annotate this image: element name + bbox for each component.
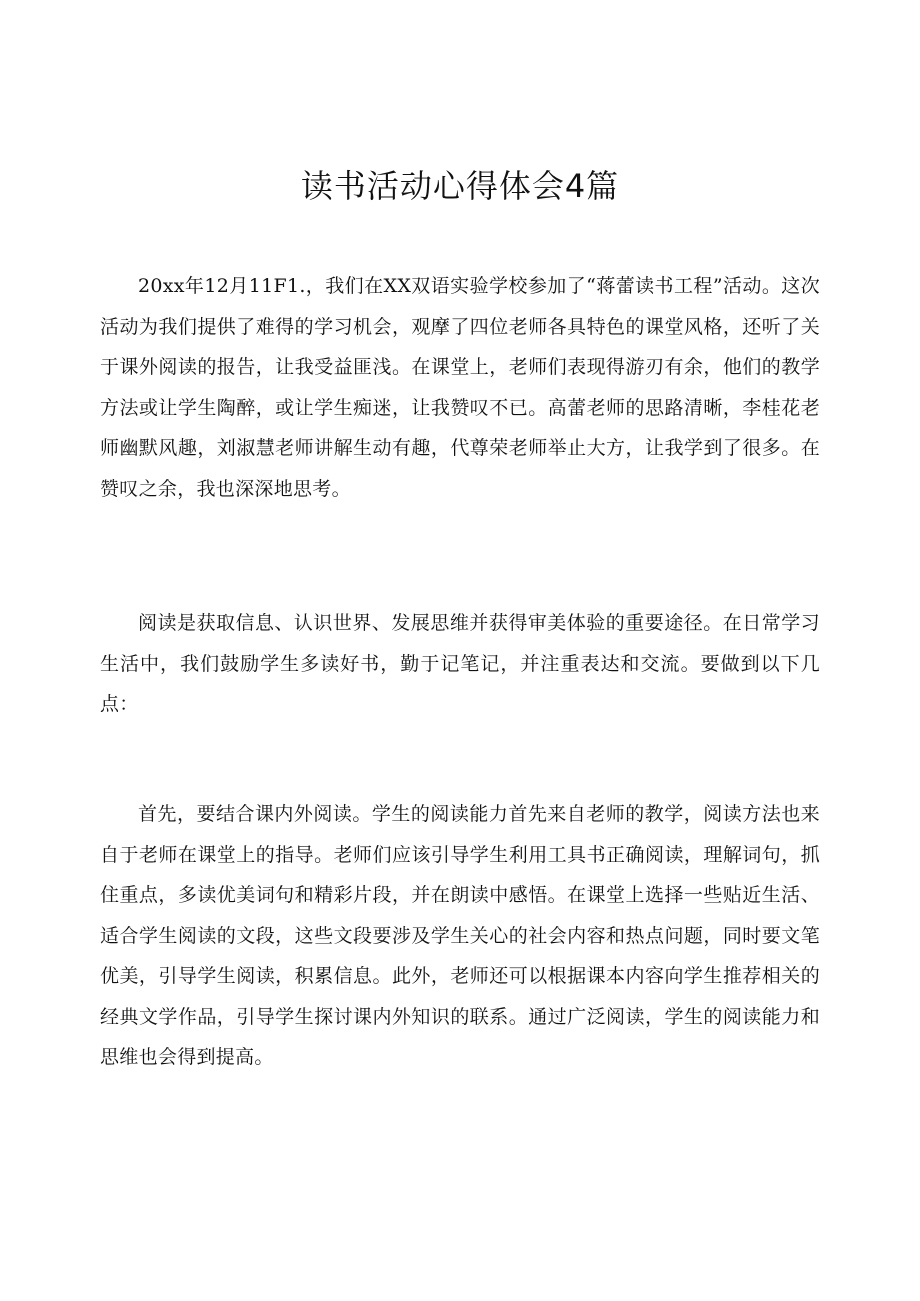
body-paragraph-1: 20xx年12月11F1.，我们在XX双语实验学校参加了“蒋蕾读书工程”活动。这次活动为我们提供了难得的学习机会，观摩了四位老师各具特色的课堂风格，还听了关于课外阅读的报告，让我受益匪浅。在课堂上，老师们表现得游刃有余，他们的教学方法或让学生陶醉，或让学生痴迷，让我赞叹不已。高蕾老师的思路清晰，李桂花老师幽默风趣，刘淑慧老师讲解生动有趣，代尊荣老师举止大方，让我学到了很多。在赞叹之余，我也深深地思考。: [100, 275, 820, 500]
body-paragraph-2: 阅读是获取信息、认识世界、发展思维并获得审美体验的重要途径。在日常学习生活中，我们鼓励学生多读好书，勤于记笔记，并注重表达和交流。要做到以下几点：: [100, 612, 820, 715]
body-paragraph-3: 首先，要结合课内外阅读。学生的阅读能力首先来自老师的教学，阅读方法也来自于老师在课堂上的指导。老师们应该引导学生利用工具书正确阅读，理解词句，抓住重点，多读优美词句和精彩片段，并在朗读中感悟。在课堂上选择一些贴近生活、适合学生阅读的文段，这些文段要涉及学生关心的社会内容和热点问题，同时要文笔优美，引导学生阅读，积累信息。此外，老师还可以根据课本内容向学生推荐相关的经典文学作品，引导学生探讨课内外知识的联系。通过广泛阅读，学生的阅读能力和思维也会得到提高。: [100, 803, 820, 1068]
document-title: 读书活动心得体会4篇: [300, 167, 620, 205]
